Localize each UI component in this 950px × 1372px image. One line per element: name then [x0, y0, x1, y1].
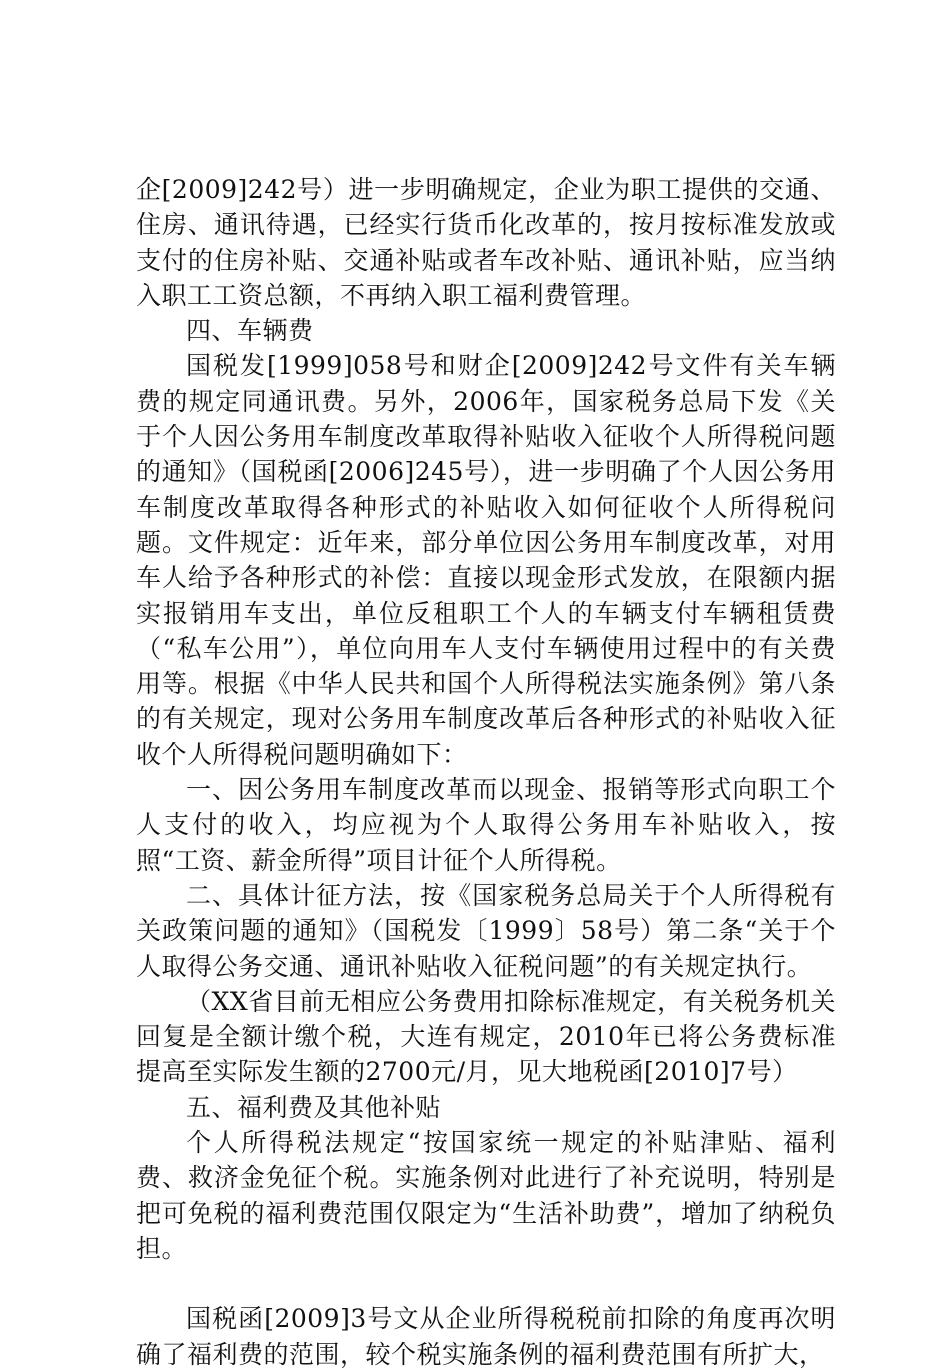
paragraph-vehicle-fees: 国税发[1999]058号和财企[2009]242号文件有关车辆费的规定同通讯费。另外，2006年，国家税务总局下发《关于个人因公务用车制度改革取得补贴收入征收个人所得税问题的通知》（国税函[2006]245号），进一步明确了个人因公务用车制度改革取得各种形式的补贴收入如何征收个人所得税问题。文件规定：近年来，部分单位因公务用车制度改革，对用车人给予各种形式的补偿：直接以现金形式发放，在限额内据实报销用车支出，单位反租职工个人的车辆支付车辆租赁费（“私车公用”），单位向用车人支付车辆使用过程中的有关费用等。根据《中华人民共和国个人所得税法实施条例》第八条的有关规定，现对公务用车制度改革后各种形式的补贴收入征收个人所得税问题明确如下：: [136, 351, 836, 769]
paragraph-item-one: 一、因公务用车制度改革而以现金、报销等形式向职工个人支付的收入，均应视为个人取得公务用车补贴收入，按照“工资、薪金所得”项目计征个人所得税。: [136, 775, 836, 875]
document-body: [136, 172, 836, 1372]
paragraph-province-note: （XX省目前无相应公务费用扣除标准规定，有关税务机关回复是全额计缴个税，大连有规定，2010年已将公务费标准提高至实际发生额的2700元/月，见大地税函[2010]7号）: [136, 986, 836, 1087]
section-heading-vehicle-fees: 四、车辆费: [186, 316, 314, 346]
paragraph-continued-welfare-rules: 企[2009]242号）进一步明确规定，企业为职工提供的交通、住房、通讯待遇，已经实行货币化改革的，按月按标准发放或支付的住房补贴、交通补贴或者车改补贴、通讯补贴，应当纳入职工工资总额，不再纳入职工福利费管理。: [136, 175, 836, 310]
paragraph-welfare-tax-law: 个人所得税法规定“按国家统一规定的补贴津贴、福利费、救济金免征个税。实施条例对此进行了补充说明，特别是把可免税的福利费范围仅限定为“生活补助费”，增加了纳税负担。: [136, 1128, 836, 1263]
paragraph-welfare-scope: 国税函[2009]3号文从企业所得税税前扣除的角度再次明确了福利费的范围，较个税实施条例的福利费范围有所扩大，: [136, 1304, 836, 1369]
paragraph-item-two: 二、具体计征方法，按《国家税务总局关于个人所得税有关政策问题的通知》（国税发〔1999〕58号）第二条“关于个人取得公务交通、通讯补贴收入征税问题”的有关规定执行。: [136, 880, 836, 981]
section-heading-welfare-fees: 五、福利费及其他补贴: [186, 1092, 442, 1122]
